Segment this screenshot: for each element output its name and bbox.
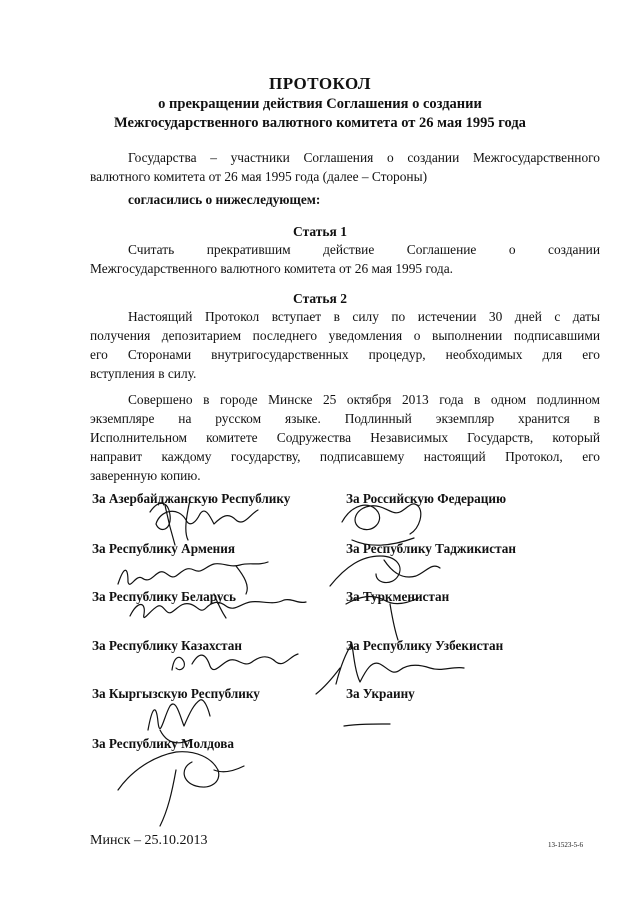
article-1-line: Межгосударственного валютного комитета от 26 мая 1995 года. — [90, 261, 454, 276]
signatory-russia: За Российскую Федерацию — [346, 491, 507, 506]
signature-russia — [342, 504, 421, 545]
signatory-belarus: За Республику Беларусь — [92, 589, 236, 604]
closing-line: направит каждому государству, подписавшему настоящий Протокол, его — [90, 449, 600, 464]
signature-tajikistan — [330, 556, 440, 586]
document-subtitle-line-2: Межгосударственного валютного комитета от 26 мая 1995 года — [114, 115, 526, 131]
article-2-paragraph — [90, 307, 600, 383]
article-1-paragraph — [90, 240, 600, 278]
signatory-azerbaijan: За Азербайджанскую Республику — [92, 491, 291, 506]
article-2-line: его Сторонами внутригосударственных процедур, необходимых для его — [90, 347, 600, 362]
signatory-kyrgyzstan: За Кыргызскую Республику — [92, 686, 260, 701]
signature-ukraine — [344, 724, 390, 726]
preamble-paragraph — [90, 148, 600, 186]
closing-line: Исполнительном комитете Содружества Независимых Государств, который — [90, 430, 600, 445]
closing-line: Совершено в городе Минске 25 октября 2013 года в одном подлинном — [128, 392, 600, 407]
document-subtitle-line-1: о прекращении действия Соглашения о создании — [158, 96, 482, 112]
agreed-clause — [90, 190, 600, 209]
footer-doc-code: 13-1523-5-6 — [548, 841, 583, 849]
closing-line: заверенную копию. — [90, 468, 201, 483]
closing-line: экземпляре на русском языке. Подлинный экземпляр хранится в — [90, 411, 600, 426]
signatory-turkmenistan: За Туркменистан — [346, 589, 450, 604]
signatory-moldova: За Республику Молдова — [92, 736, 234, 751]
signatory-armenia: За Республику Армения — [92, 541, 236, 556]
document-title: ПРОТОКОЛ — [268, 74, 371, 93]
signatory-tajikistan: За Республику Таджикистан — [346, 541, 516, 556]
signatory-ukraine: За Украину — [346, 686, 415, 701]
article-2-heading: Статья 2 — [293, 291, 347, 306]
signature-moldova — [118, 752, 244, 826]
signatory-kazakhstan: За Республику Казахстан — [92, 638, 242, 653]
article-1-heading: Статья 1 — [293, 224, 347, 239]
article-1-line: Считать прекратившим действие Соглашение о создании — [128, 242, 600, 257]
article-2-line: вступления в силу. — [90, 366, 197, 381]
preamble-line: валютного комитета от 26 мая 1995 года (далее – Стороны) — [90, 169, 428, 184]
signatory-uzbekistan: За Республику Узбекистан — [346, 638, 504, 653]
article-2-line: Настоящий Протокол вступает в силу по истечении 30 дней с даты — [128, 309, 600, 324]
article-2-line: получения депозитарием последнего уведомления о выполнении подписавшими — [90, 328, 600, 343]
agreed-text: согласились о нижеследующем: — [128, 192, 321, 207]
closing-paragraph — [90, 390, 600, 485]
preamble-line: Государства – участники Соглашения о создании Межгосударственного — [128, 150, 600, 165]
signature-kazakhstan — [172, 654, 298, 670]
footer-place-date: Минск – 25.10.2013 — [90, 833, 208, 848]
